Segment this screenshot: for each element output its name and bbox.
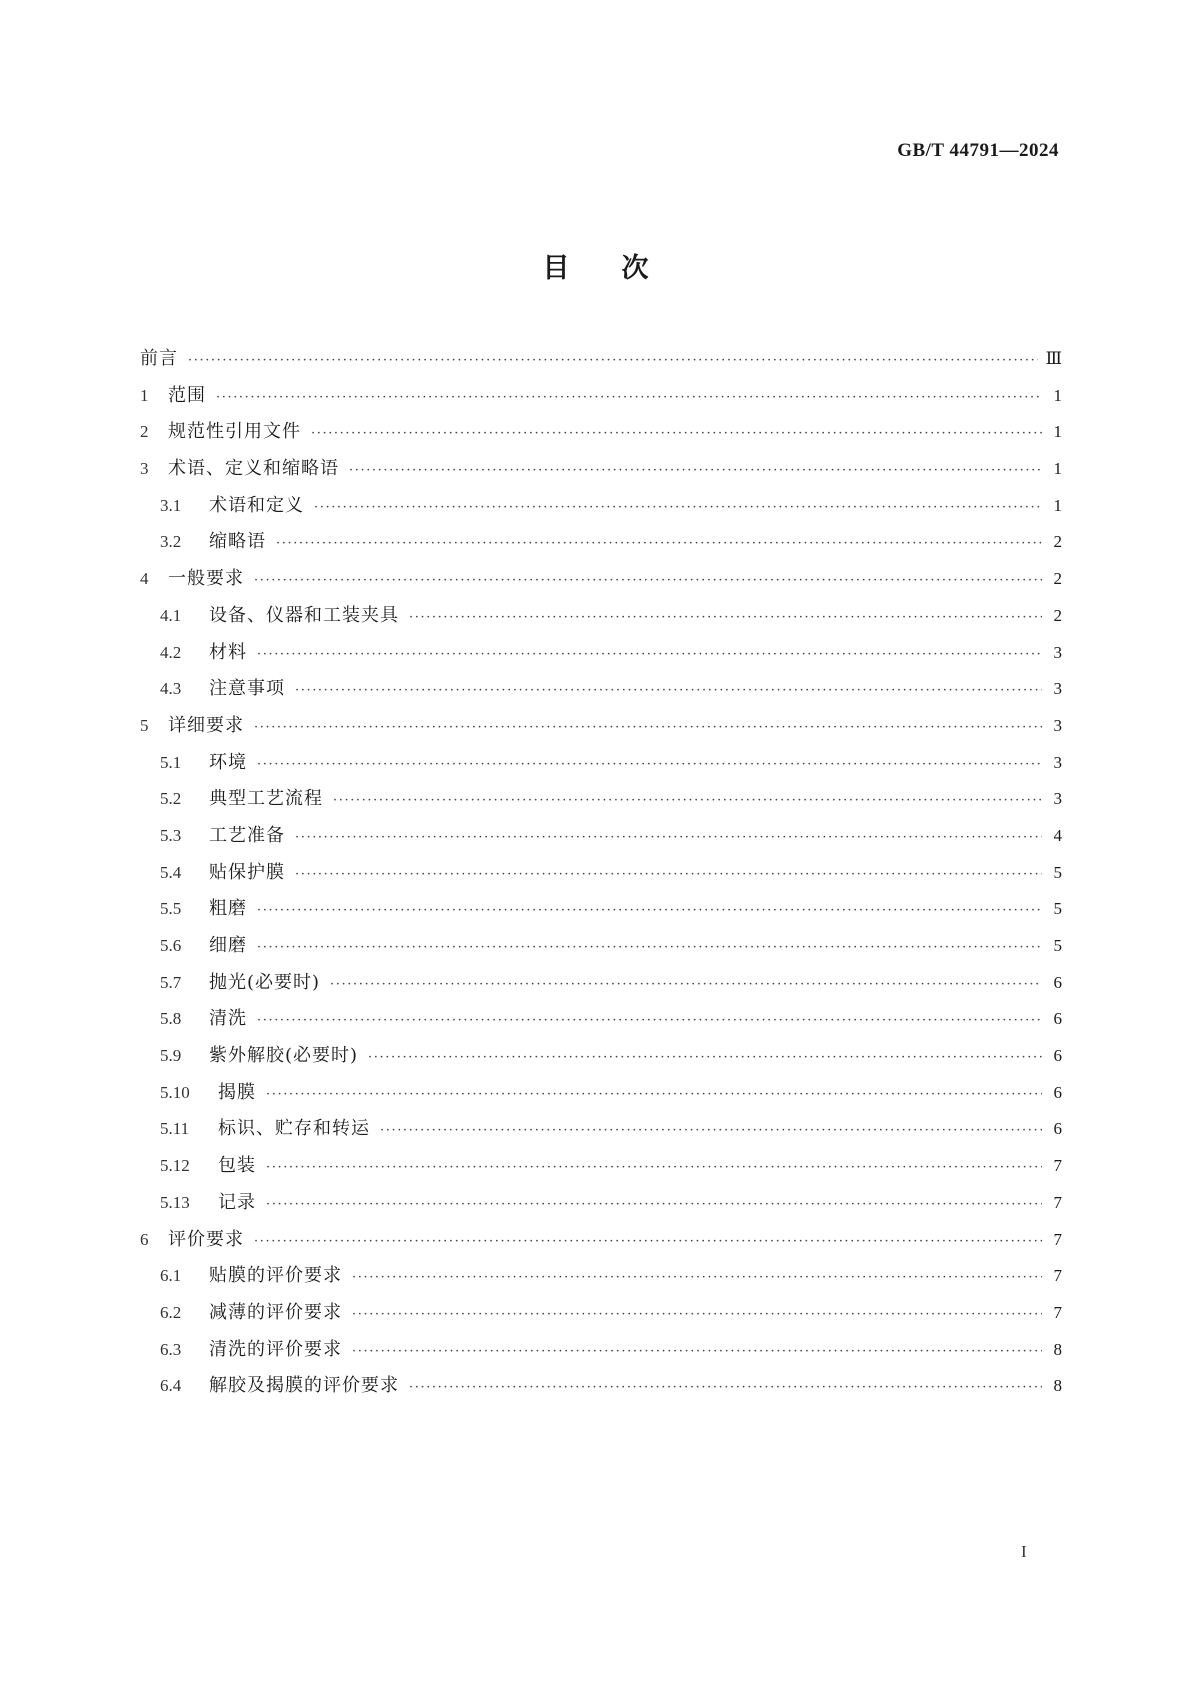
toc-entry-page: 1 <box>1053 495 1062 515</box>
toc-leader-dots <box>266 1187 1042 1224</box>
toc-entry-number: 2 <box>140 422 149 442</box>
page-number: I <box>1021 1542 1027 1561</box>
toc-entry[interactable] <box>140 818 1062 855</box>
toc-entry-page: 7 <box>1053 1192 1062 1212</box>
toc-entry-label: 减薄的评价要求 <box>209 1301 342 1323</box>
toc-entry-page: 3 <box>1053 789 1062 809</box>
toc-entry[interactable] <box>140 1258 1062 1295</box>
toc-entry[interactable] <box>140 524 1062 561</box>
toc-entry-label: 工艺准备 <box>209 824 285 846</box>
toc-entry-label: 清洗 <box>209 1008 247 1030</box>
toc-entry-label: 评价要求 <box>168 1228 244 1250</box>
toc-entry-number: 6.2 <box>160 1302 182 1322</box>
toc-entry-number: 5.7 <box>160 972 182 992</box>
toc-entry-page: 3 <box>1053 752 1062 772</box>
toc-leader-dots <box>216 380 1042 417</box>
toc-entry-number: 5.5 <box>160 899 182 919</box>
toc-leader-dots <box>409 1370 1042 1407</box>
toc-entry-number: 5 <box>140 715 149 735</box>
toc-entry-number: 5.1 <box>160 752 182 772</box>
toc-leader-dots <box>295 857 1042 894</box>
toc-entry[interactable] <box>140 598 1062 635</box>
toc-entry[interactable] <box>140 1148 1062 1185</box>
toc-leader-dots <box>352 1260 1042 1297</box>
toc-entry-label: 注意事项 <box>209 678 285 700</box>
toc-leader-dots <box>257 637 1042 674</box>
toc-entry-label: 前言 <box>140 348 178 369</box>
toc-leader-dots <box>257 893 1042 930</box>
toc-entry-page: 5 <box>1053 862 1062 882</box>
toc-entry-number: 5.2 <box>160 789 182 809</box>
toc-entry[interactable] <box>140 671 1062 708</box>
toc-entry-page: 8 <box>1053 1376 1062 1396</box>
toc-leader-dots <box>352 1297 1042 1334</box>
toc-entry-page: 2 <box>1053 605 1062 625</box>
toc-entry-page: 3 <box>1053 642 1062 662</box>
toc-leader-dots <box>254 710 1042 747</box>
toc-entry[interactable] <box>140 1332 1062 1369</box>
toc-entry-page: 7 <box>1053 1229 1062 1249</box>
toc-leader-dots <box>257 1003 1042 1040</box>
toc-leader-dots <box>276 526 1042 563</box>
toc-entry-page: 1 <box>1053 422 1062 442</box>
toc-entry-page: 6 <box>1053 1046 1062 1066</box>
toc-leader-dots <box>257 930 1042 967</box>
toc-entry[interactable] <box>140 488 1062 525</box>
toc-leader-dots <box>295 820 1042 857</box>
toc-entry-label: 标识、贮存和转运 <box>218 1118 370 1140</box>
toc-entry-number: 6 <box>140 1229 149 1249</box>
toc-leader-dots <box>333 783 1042 820</box>
toc-entry-label: 解胶及揭膜的评价要求 <box>209 1375 399 1397</box>
toc-entry-label: 规范性引用文件 <box>168 421 301 443</box>
toc-entry[interactable] <box>140 1222 1062 1259</box>
toc-entry[interactable] <box>140 928 1062 965</box>
toc-leader-dots <box>295 673 1042 710</box>
toc-entry-number: 4.1 <box>160 605 182 625</box>
toc-entry-label: 贴保护膜 <box>209 861 285 883</box>
toc-entry-page: 7 <box>1053 1302 1062 1322</box>
toc-entry-page: 6 <box>1053 1082 1062 1102</box>
toc-entry-number: 5.4 <box>160 862 182 882</box>
toc-entry-label: 设备、仪器和工装夹具 <box>209 604 399 626</box>
toc-entry-label: 术语和定义 <box>209 494 304 516</box>
toc-entry-page: 4 <box>1053 825 1062 845</box>
toc-entry[interactable] <box>140 378 1062 415</box>
toc-entry-label: 一般要求 <box>168 568 244 590</box>
toc-entry[interactable] <box>140 1001 1062 1038</box>
toc-leader-dots <box>330 967 1042 1004</box>
toc-entry-number: 5.10 <box>160 1082 190 1102</box>
toc-entry-number: 5.9 <box>160 1046 182 1066</box>
toc-entry-number: 5.3 <box>160 825 182 845</box>
toc-entry-page: 6 <box>1053 1119 1062 1139</box>
toc-entry-page: 5 <box>1053 936 1062 955</box>
toc-entry-label: 材料 <box>209 641 247 663</box>
toc-entry-label: 清洗的评价要求 <box>209 1338 342 1360</box>
toc-entry-number: 6.1 <box>160 1266 182 1286</box>
toc-leader-dots <box>409 600 1042 637</box>
toc-entry[interactable] <box>140 745 1062 782</box>
toc-entry-number: 5.8 <box>160 1009 182 1029</box>
toc-entry-page: 7 <box>1053 1266 1062 1286</box>
toc-entry-label: 典型工艺流程 <box>209 788 323 810</box>
toc-leader-dots <box>188 343 1038 380</box>
toc-entry[interactable] <box>140 1075 1062 1112</box>
toc-entry[interactable] <box>140 1368 1062 1405</box>
toc-entry-page: 5 <box>1053 899 1062 919</box>
toc-entry-label: 缩略语 <box>209 531 266 553</box>
toc-leader-dots <box>257 747 1042 784</box>
toc-entry-number: 4.3 <box>160 679 182 699</box>
toc-entry[interactable] <box>140 635 1062 672</box>
toc-leader-dots <box>368 1040 1042 1077</box>
toc-leader-dots <box>349 453 1042 490</box>
toc-entry-label: 环境 <box>209 751 247 773</box>
toc-entry[interactable] <box>140 1185 1062 1222</box>
toc-entry[interactable] <box>140 1038 1062 1075</box>
toc-leader-dots <box>352 1334 1042 1371</box>
toc-entry-page: 2 <box>1053 532 1062 552</box>
toc-entry[interactable] <box>140 561 1062 598</box>
page-title: 目次 <box>542 253 701 284</box>
toc-entry-page: 2 <box>1053 569 1062 589</box>
toc-entry[interactable] <box>140 1111 1062 1148</box>
toc-entry-number: 3.1 <box>160 495 182 515</box>
toc-entry-page: 8 <box>1053 1339 1062 1359</box>
toc-leader-dots <box>314 490 1042 527</box>
toc-entry[interactable] <box>140 965 1062 1002</box>
toc-leader-dots <box>266 1150 1042 1187</box>
toc-entry-number: 5.12 <box>160 1156 190 1176</box>
toc-leader-dots <box>254 563 1042 600</box>
toc-entry-page: Ⅲ <box>1045 349 1062 368</box>
toc-entry-label: 揭膜 <box>218 1081 256 1103</box>
toc-entry[interactable] <box>140 341 1062 378</box>
toc-entry-page: 6 <box>1053 972 1062 992</box>
toc-entry-number: 1 <box>140 385 149 405</box>
toc-entry-page: 7 <box>1053 1156 1062 1176</box>
toc-entry-label: 粗磨 <box>209 898 247 920</box>
toc-entry-label: 包装 <box>218 1155 256 1177</box>
toc-entry-number: 6.4 <box>160 1376 182 1396</box>
toc-entry[interactable] <box>140 1295 1062 1332</box>
toc-entry-page: 6 <box>1053 1009 1062 1029</box>
toc-entry[interactable] <box>140 451 1062 488</box>
toc-entry-number: 4 <box>140 569 149 589</box>
toc-entry-page: 1 <box>1053 385 1062 405</box>
toc-entry-number: 5.13 <box>160 1192 190 1212</box>
toc-entry-number: 5.6 <box>160 936 182 955</box>
toc-entry[interactable] <box>140 781 1062 818</box>
toc-entry-page: 3 <box>1053 715 1062 735</box>
toc-entry-page: 3 <box>1053 679 1062 699</box>
toc-entry-label: 术语、定义和缩略语 <box>168 458 339 480</box>
toc-entry-label: 细磨 <box>209 935 247 956</box>
toc-entry-label: 范围 <box>168 384 206 406</box>
toc-entry-label: 记录 <box>218 1191 256 1213</box>
toc-entry-label: 抛光(必要时) <box>209 971 321 993</box>
toc-entry[interactable] <box>140 708 1062 745</box>
toc-entry-page: 1 <box>1053 459 1062 479</box>
standard-code: GB/T 44791—2024 <box>897 140 1059 161</box>
toc-leader-dots <box>254 1224 1042 1261</box>
toc-leader-dots <box>311 416 1042 453</box>
table-of-contents <box>140 341 1062 1405</box>
toc-entry-number: 3.2 <box>160 532 182 552</box>
toc-entry-number: 4.2 <box>160 642 182 662</box>
toc-entry-number: 5.11 <box>160 1119 190 1139</box>
toc-leader-dots <box>380 1113 1042 1150</box>
toc-entry-number: 6.3 <box>160 1339 182 1359</box>
toc-entry-number: 3 <box>140 459 149 479</box>
toc-leader-dots <box>266 1077 1042 1114</box>
toc-entry-label: 贴膜的评价要求 <box>209 1265 342 1287</box>
toc-entry[interactable] <box>140 414 1062 451</box>
toc-entry-label: 详细要求 <box>168 714 244 736</box>
toc-entry[interactable] <box>140 855 1062 892</box>
toc-entry-label: 紫外解胶(必要时) <box>209 1045 359 1067</box>
toc-entry[interactable] <box>140 891 1062 928</box>
